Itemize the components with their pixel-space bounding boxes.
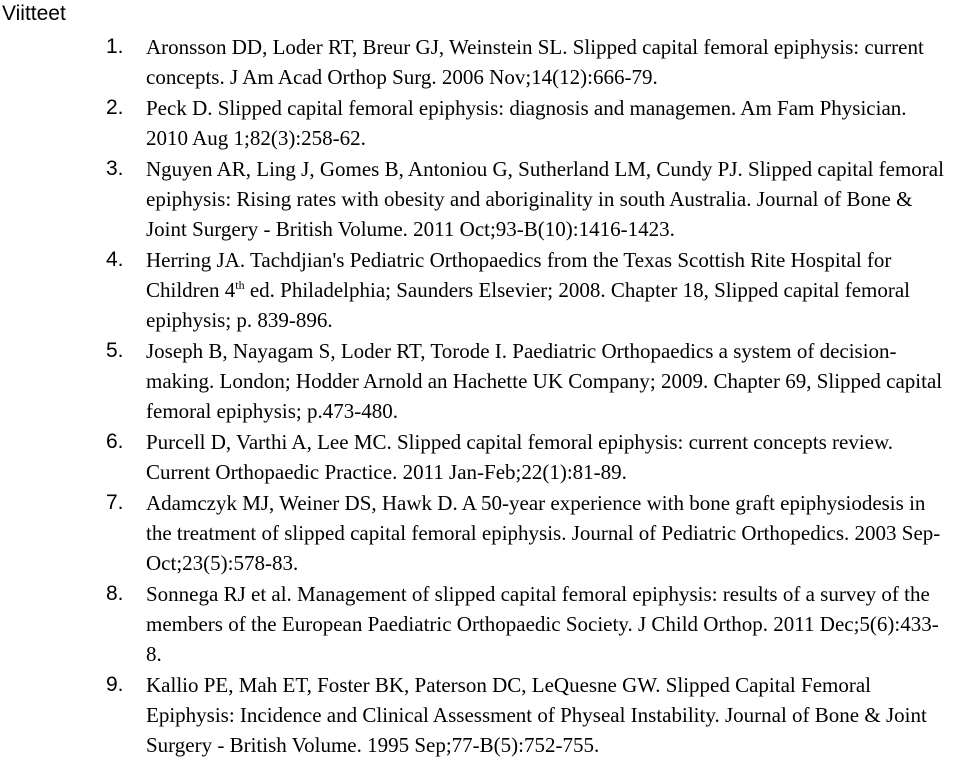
reference-item bbox=[0, 427, 960, 487]
superscript: th bbox=[235, 278, 245, 292]
reference-text-before: Herring JA. Tachdjian's Pediatric Orthopaedics from the Texas Scottish Rite Hospital for Children 4 bbox=[146, 248, 892, 302]
reference-number: 2. bbox=[106, 96, 124, 119]
reference-item bbox=[0, 245, 960, 335]
reference-text: Peck D. Slipped capital femoral epiphysis: diagnosis and managemen. Am Fam Physician. 2010 Aug 1;82(3):258-62. bbox=[146, 96, 907, 150]
reference-item bbox=[0, 32, 960, 92]
reference-item bbox=[0, 336, 960, 426]
reference-text: Joseph B, Nayagam S, Loder RT, Torode I. Paediatric Orthopaedics a system of decision-making. London; Hodder Arnold an Hachette UK Company; 2009. Chapter 69, Slipped capital femoral epiphysis; p.473-480. bbox=[146, 339, 943, 423]
reference-item bbox=[0, 154, 960, 244]
reference-text: Purcell D, Varthi A, Lee MC. Slipped capital femoral epiphysis: current concepts review. Current Orthopaedic Practice. 2011 Jan-Feb;22(1):81-89. bbox=[146, 430, 894, 484]
reference-list bbox=[0, 32, 960, 761]
reference-item bbox=[0, 488, 960, 578]
reference-item bbox=[0, 579, 960, 669]
reference-text: Adamczyk MJ, Weiner DS, Hawk D. A 50-year experience with bone graft epiphysiodesis in the treatment of slipped capital femoral epiphysis. Journal of Pediatric Orthopedics. 2003 Sep-Oct;23(5):578-83. bbox=[146, 491, 941, 575]
reference-text: Nguyen AR, Ling J, Gomes B, Antoniou G, Sutherland LM, Cundy PJ. Slipped capital femoral epiphysis: Rising rates with obesity and aboriginality in south Australia. Journal of Bone & Joint Surgery - British Volume. 2011 Oct;93-B(10):1416-1423. bbox=[146, 157, 944, 241]
reference-text: Sonnega RJ et al. Management of slipped capital femoral epiphysis: results of a survey of the members of the European Paediatric Orthopaedic Society. J Child Orthop. 2011 Dec;5(6):433-8. bbox=[146, 582, 939, 666]
reference-text: Aronsson DD, Loder RT, Breur GJ, Weinstein SL. Slipped capital femoral epiphysis: current concepts. J Am Acad Orthop Surg. 2006 Nov;14(12):666-79. bbox=[146, 35, 924, 89]
reference-number: 5. bbox=[106, 339, 124, 362]
reference-text: Kallio PE, Mah ET, Foster BK, Paterson DC, LeQuesne GW. Slipped Capital Femoral Epiphysis: Incidence and Clinical Assessment of Physeal Instability. Journal of Bone & Joint Surgery - British Volume. 1995 Sep;77-B(5):752-755. bbox=[146, 673, 927, 757]
reference-item bbox=[0, 93, 960, 153]
reference-number: 7. bbox=[106, 491, 124, 514]
reference-number: 9. bbox=[106, 673, 124, 696]
reference-number: 8. bbox=[106, 582, 124, 605]
reference-number: 6. bbox=[106, 430, 124, 453]
page-title: Viitteet bbox=[2, 2, 66, 25]
reference-number: 4. bbox=[106, 248, 124, 271]
reference-number: 3. bbox=[106, 157, 124, 180]
reference-text-after: ed. Philadelphia; Saunders Elsevier; 2008. Chapter 18, Slipped capital femoral epiphysis; p. 839-896. bbox=[146, 278, 911, 332]
reference-item bbox=[0, 670, 960, 760]
reference-number: 1. bbox=[106, 35, 124, 58]
